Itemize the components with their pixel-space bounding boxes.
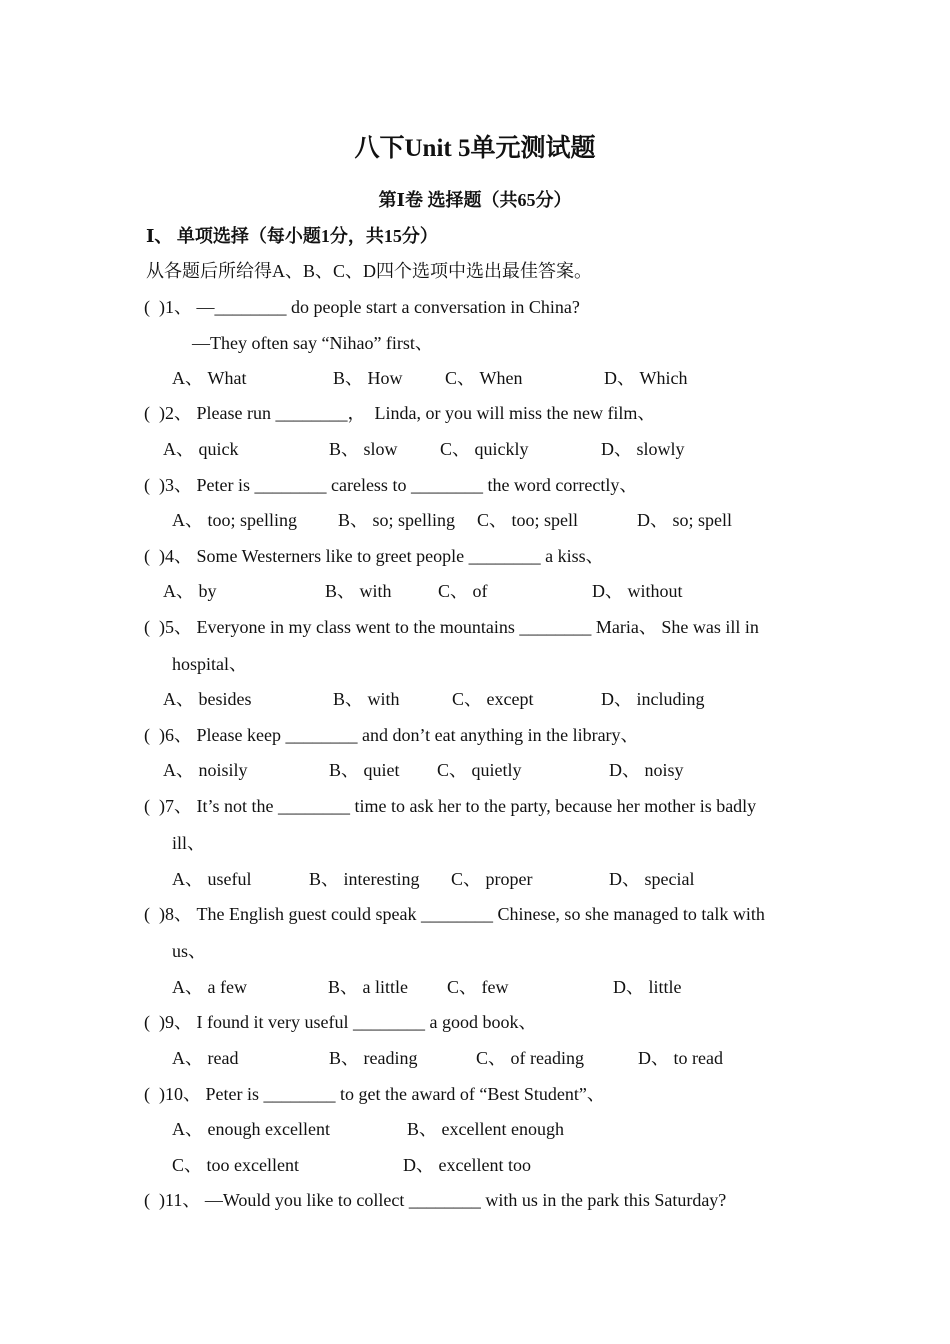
question-7-continuation: ill、	[172, 833, 206, 853]
q10-option-c: C、 too excellent	[172, 1155, 299, 1175]
q9-option-b: B、 reading	[329, 1048, 418, 1068]
q4-option-a: A、 by	[163, 581, 217, 601]
question-1-stem: ( )1、 —________ do people start a conversation in China?	[144, 297, 580, 317]
q3-option-b: B、 so; spelling	[338, 510, 456, 530]
q10-option-b: B、 excellent enough	[407, 1119, 564, 1139]
q8-option-c: C、 few	[447, 977, 509, 997]
q5-option-c: C、 except	[452, 689, 534, 709]
q4-option-b: B、 with	[325, 581, 392, 601]
q8-option-a: A、 a few	[172, 977, 247, 997]
q9-option-c: C、 of reading	[476, 1048, 584, 1068]
q5-option-d: D、 including	[601, 689, 705, 709]
question-11-stem: ( )11、 —Would you like to collect ________ with us in the park this Saturday?	[144, 1190, 727, 1210]
q4-option-c: C、 of	[438, 581, 488, 601]
q5-option-a: A、 besides	[163, 689, 252, 709]
question-2-stem: ( )2、 Please run ________， Linda, or you will miss the new film、	[144, 403, 656, 423]
q1-option-b: B、 How	[333, 368, 403, 388]
q5-option-b: B、 with	[333, 689, 400, 709]
q3-option-d: D、 so; spell	[637, 510, 733, 530]
instruction-text: 从各题后所给得A、B、C、D四个选项中选出最佳答案。	[146, 261, 593, 281]
question-6-stem: ( )6、 Please keep ________ and don’t eat anything in the library、	[144, 725, 639, 745]
q7-option-a: A、 useful	[172, 869, 252, 889]
q2-option-b: B、 slow	[329, 439, 398, 459]
q6-option-b: B、 quiet	[329, 760, 400, 780]
q7-option-c: C、 proper	[451, 869, 533, 889]
q1-option-c: C、 When	[445, 368, 523, 388]
q9-option-d: D、 to read	[638, 1048, 723, 1068]
q7-option-b: B、 interesting	[309, 869, 420, 889]
section-heading: Ⅰ、 单项选择（每小题1分，共15分）	[146, 226, 438, 246]
question-8-continuation: us、	[172, 941, 207, 961]
question-3-stem: ( )3、 Peter is ________ careless to ________ the word correctly、	[144, 475, 638, 495]
q6-option-d: D、 noisy	[609, 760, 684, 780]
q2-option-d: D、 slowly	[601, 439, 685, 459]
question-7-stem: ( )7、 It’s not the ________ time to ask her to the party, because her mother is badly	[144, 796, 757, 816]
q1-option-d: D、 Which	[604, 368, 688, 388]
q8-option-b: B、 a little	[328, 977, 408, 997]
question-4-stem: ( )4、 Some Westerners like to greet people ________ a kiss、	[144, 546, 604, 566]
q3-option-c: C、 too; spell	[477, 510, 579, 530]
q2-option-c: C、 quickly	[440, 439, 529, 459]
q6-option-a: A、 noisily	[163, 760, 248, 780]
question-1-continuation: —They often say “Nihao” first、	[192, 333, 433, 353]
q7-option-d: D、 special	[609, 869, 695, 889]
q6-option-c: C、 quietly	[437, 760, 522, 780]
paper-subtitle: 第Ⅰ卷 选择题（共65分）	[378, 190, 572, 210]
q9-option-a: A、 read	[172, 1048, 239, 1068]
q10-option-a: A、 enough excellent	[172, 1119, 330, 1139]
q10-option-d: D、 excellent too	[403, 1155, 531, 1175]
exam-title: 八下Unit 5单元测试题	[354, 135, 596, 162]
question-8-stem: ( )8、 The English guest could speak ________ Chinese, so she managed to talk with	[144, 904, 765, 924]
q4-option-d: D、 without	[592, 581, 683, 601]
question-5-stem: ( )5、 Everyone in my class went to the mountains ________ Maria、 She was ill in	[144, 617, 759, 637]
question-9-stem: ( )9、 I found it very useful ________ a good book、	[144, 1012, 537, 1032]
q1-option-a: A、 What	[172, 368, 247, 388]
question-5-continuation: hospital、	[172, 654, 247, 674]
q8-option-d: D、 little	[613, 977, 682, 997]
question-10-stem: ( )10、 Peter is ________ to get the award of “Best Student”、	[144, 1084, 605, 1104]
q2-option-a: A、 quick	[163, 439, 239, 459]
q3-option-a: A、 too; spelling	[172, 510, 297, 530]
